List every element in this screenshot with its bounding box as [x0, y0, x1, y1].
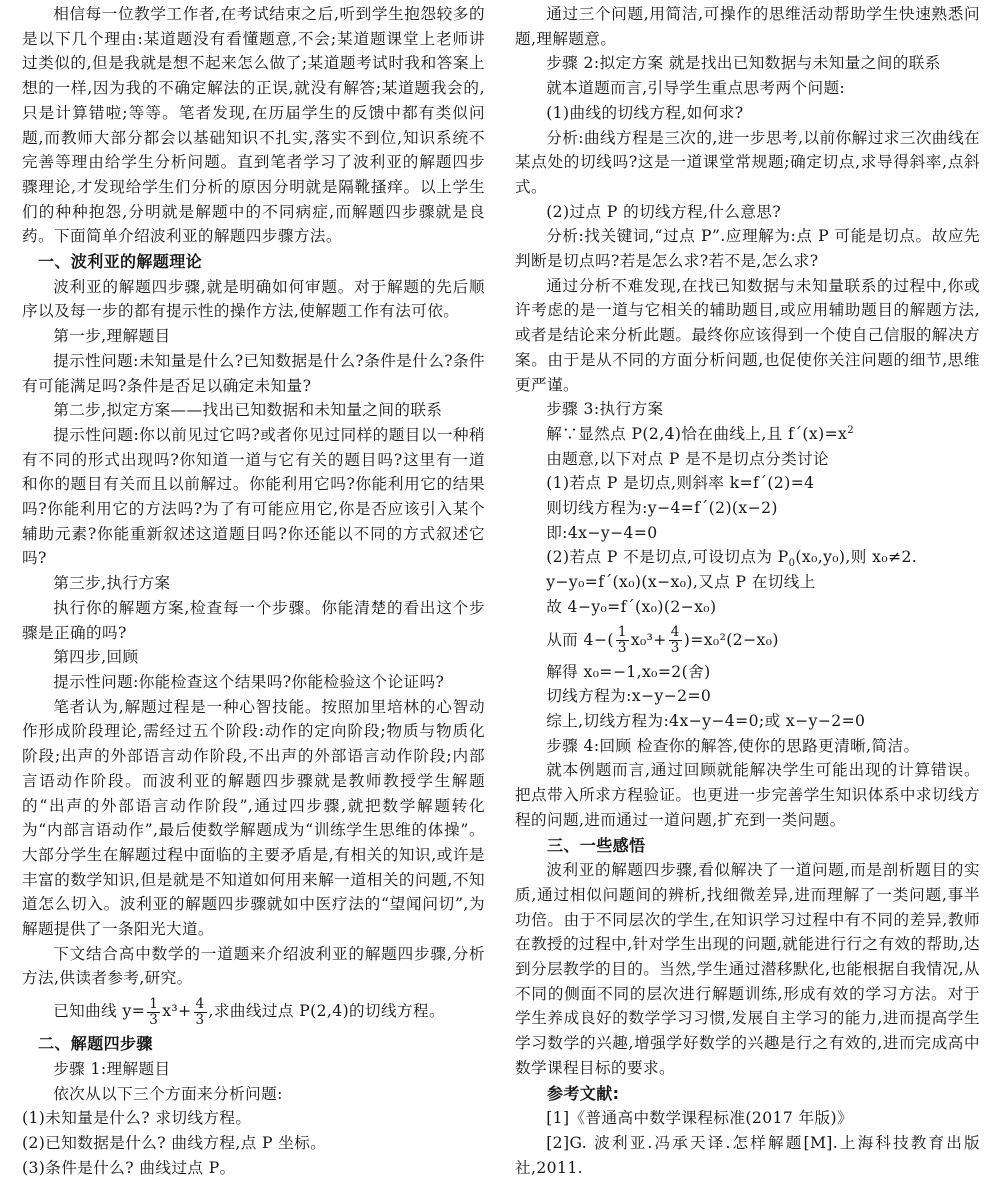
reference-2: [2]G. 波利亚.冯承天译.怎样解题[M].上海科技教育出版社,2011. [515, 1133, 980, 1177]
step-four-text: 提示性问题:你能检查这个结果吗?你能检验这个论证吗? [53, 672, 445, 691]
right-paragraph-1: 通过三个问题,用简洁,可操作的思维活动帮助学生快速熟悉问题,理解题意。 [515, 5, 980, 48]
theory-discussion-paragraph: 笔者认为,解题过程是一种心智技能。按照加里培林的心智动作形成阶段理论,需经过五个阶段:动作的定向阶段;物质与物质化阶段;出声的外部语言动作阶段,不出声的外部语言动作阶段;内部言语动作阶段。而波利亚的解题四步骤就是教师教授学生解题的“出声的外部语言动作阶段”,通过四步骤,就把数学解题转化为“内部言语动作”,最后使数学解题成为“训练学生思维的体操”。大部分学生在解题过程中面临的主要矛盾是,有相关的知识,或许是丰富的数学知识,但是就是不知道如何用来解一道相关的问题,不知道怎么切入。波利亚的解题四步骤就如中医疗法的“望闻问切”,为解题提供了一条阳光大道。 [22, 697, 485, 939]
problem-statement [22, 991, 485, 1031]
theory-paragraph: 波利亚的解题四步骤,就是明确如何审题。对于解题的先后顺序以及每一步的都有提示性的操作方法,使解题工作有法可依。 [22, 277, 485, 321]
step1-label: 步骤 1:理解题目 [53, 1059, 171, 1078]
intro-paragraph: 相信每一位教学工作者,在考试结束之后,听到学生抱怨较多的是以下几个理由:某道题没有看懂题意,不会;某道题课堂上老师讲过类似的,但是我就是想不起来怎么做了;某道题考试时我和答案上想的一样,因为我的不确定解法的正误,就没有解答;某道题我会的,只是计算错啦;等等。笔者发现,在历届学生的反馈中都有类似问题,而教师大部分都会以基础知识不扎实,落实不到位,知识系统不完善等理由给学生分析问题。直到笔者学习了波利亚的解题四步骤理论,才发现给学生们分析的原因分明就是隔靴搔痒。以上学生们的种种抱怨,分明就是解题中的不同病症,而解题四步骤就是良药。下面简单介绍波利亚的解题四步骤方法。 [22, 5, 485, 246]
references-heading: 参考文献: [547, 1083, 620, 1103]
solution-line-7: y−y₀=f´(x₀)(x−x₀),又点 P 在切线上 [546, 573, 816, 592]
solution-line-1: 解∵显然点 P(2,4)恰在曲线上,且 $f´(x)=x^2$ [546, 424, 855, 443]
step-one-text: 提示性问题:未知量是什么?已知数据是什么?条件是什么?条件有可能满足吗?条件是否足以确定未知量? [22, 351, 485, 395]
reference-1: [1]《普通高中数学课程标准(2017 年版)》 [546, 1109, 853, 1128]
step3-label: 步骤 3:执行方案 [546, 400, 664, 419]
step1-text: 依次从以下三个方面来分析问题: [53, 1084, 283, 1103]
question-tangent: (1)曲线的切线方程,如何求? [546, 103, 744, 122]
question-one: (1)未知量是什么? 求切线方程。 [22, 1109, 252, 1128]
solution-line-11: 切线方程为:x−y−2=0 [546, 687, 712, 706]
step-three-text: 执行你的解题方案,检查每一个步骤。你能清楚的看出这个步骤是正确的吗? [22, 598, 485, 642]
step2-label: 步骤 2:拟定方案 就是找出已知数据与未知量之间的联系 [546, 54, 941, 73]
analysis-one: 分析:曲线方程是三次的,进一步思考,以前你解过求三次曲线在某点处的切线吗?这是一道课堂常规题;确定切点,求导得斜率,点斜式。 [515, 128, 980, 196]
solution-line-3: (1)若点 P 是切点,则斜率 k=f´(2)=4 [546, 474, 815, 493]
right-column [515, 2, 980, 1180]
left-column [22, 2, 485, 1180]
fraction-one-third: $\frac{1}{3}$ [149, 995, 159, 1028]
problem-mid: x³+ [162, 1002, 192, 1021]
step4-label: 步骤 4:回顾 检查你的解答,使你的思路更清晰,简洁。 [546, 736, 920, 755]
problem-pre: 已知曲线 y= [53, 1002, 146, 1021]
solution-line-9: 从而 4−( $\frac{1}{3}$ x₀³+ $\frac{4}{3}$ )=x₀²(2−x₀) [546, 624, 779, 657]
solution-line-8: 故 4−y₀=f´(x₀)(2−x₀) [546, 597, 717, 616]
step-two-heading: 第二步,拟定方案——找出已知数据和未知量之间的联系 [53, 401, 443, 420]
solution-line-2: 由题意,以下对点 P 是不是切点分类讨论 [546, 449, 830, 468]
right-paragraph-2: 就本道题而言,引导学生重点思考两个问题: [546, 79, 846, 98]
step-one-heading: 第一步,理解题目 [53, 327, 171, 346]
question-two: (2)已知数据是什么? 曲线方程,点 P 坐标。 [22, 1133, 327, 1152]
step-three-heading: 第三步,执行方案 [53, 574, 171, 593]
analysis-two: 分析:找关键词,“过点 P”.应理解为:点 P 可能是切点。故应先判断是切点吗?若是怎么求?若不是,怎么求? [515, 227, 980, 271]
solution-line-4: 则切线方程为:y−4=f´(2)(x−2) [546, 499, 778, 518]
review-paragraph: 就本例题而言,通过回顾就能解决学生可能出现的计算错误。把点带入所求方程验证。也更进一步完善学生知识体系中求切线方程的问题,进而通过一道问题,扩充到一类问题。 [515, 761, 980, 829]
example-intro-paragraph: 下文结合高中数学的一道题来介绍波利亚的解题四步骤,分析方法,供读者参考,研究。 [22, 944, 485, 988]
fraction-one-third-b: $\frac{1}{3}$ [617, 624, 627, 657]
section-heading-steps: 二、解题四步骤 [38, 1034, 153, 1054]
question-through-point: (2)过点 P 的切线方程,什么意思? [546, 202, 782, 221]
step-two-text: 提示性问题:你以前见过它吗?或者你见过同样的题目以一种稍有不同的形式出现吗?你知道一道与它有关的题目吗?这里有一道和你的题目有关而且以前解过。你能利用它吗?你能利用它的结果吗?你能利用它的方法吗?为了有可能应用它,你是否应该引入某个辅助元素?你能重新叙述这道题目吗?你还能以不同的方式叙述它吗? [22, 425, 485, 568]
section-heading-reflections: 三、一些感悟 [547, 835, 646, 855]
step-four-heading: 第四步,回顾 [53, 648, 139, 667]
fraction-four-thirds-b: $\frac{4}{3}$ [670, 624, 680, 657]
solution-line-12: 综上,切线方程为:4x−y−4=0;或 x−y−2=0 [546, 711, 866, 730]
problem-post: ,求曲线过点 P(2,4)的切线方程。 [208, 1002, 446, 1021]
fraction-four-thirds: $\frac{4}{3}$ [195, 995, 205, 1028]
section-heading-theory: 一、波利亚的解题理论 [38, 252, 203, 272]
solution-line-5: 即:4x−y−4=0 [546, 523, 658, 542]
solution-line-10: 解得 x₀=−1,x₀=2(舍) [546, 662, 711, 681]
reflection-paragraph: 波利亚的解题四步骤,看似解决了一道问题,而是剖析题目的实质,通过相似问题间的辨析,找细微差异,进而理解了一类问题,事半功倍。由于不同层次的学生,在知识学习过程中有不同的差异,教师在教授的过程中,针对学生出现的问题,就能进行行之有效的帮助,达到分层教学的目的。当然,学生通过潜移默化,也能根据自我情况,从不同的侧面不同的层次进行解题训练,形成有效的学习方法。对于学生养成良好的数学学习习惯,发展自主学习的能力,进而提高学生学习数学的兴趣,增强学好数学的兴趣是行之有效的,进而完成高中数学课程目标的要求。 [515, 861, 980, 1077]
right-paragraph-3: 通过分析不难发现,在找已知数据与未知量联系的过程中,你或许考虑的是一道与它相关的辅助题目,或应用辅助题目的解题方法,或者是结论来分析此题。最终你应该得到一个使自己信服的解决方案。由于是从不同的方面分析问题,也促使你关注问题的细节,思维更严谨。 [515, 276, 980, 394]
solution-line-6: (2)若点 P 不是切点,可设切点为 $P_0(x_0,y_0)$,则 x₀≠2. [546, 548, 918, 570]
question-three: (3)条件是什么? 曲线过点 P。 [22, 1158, 236, 1177]
